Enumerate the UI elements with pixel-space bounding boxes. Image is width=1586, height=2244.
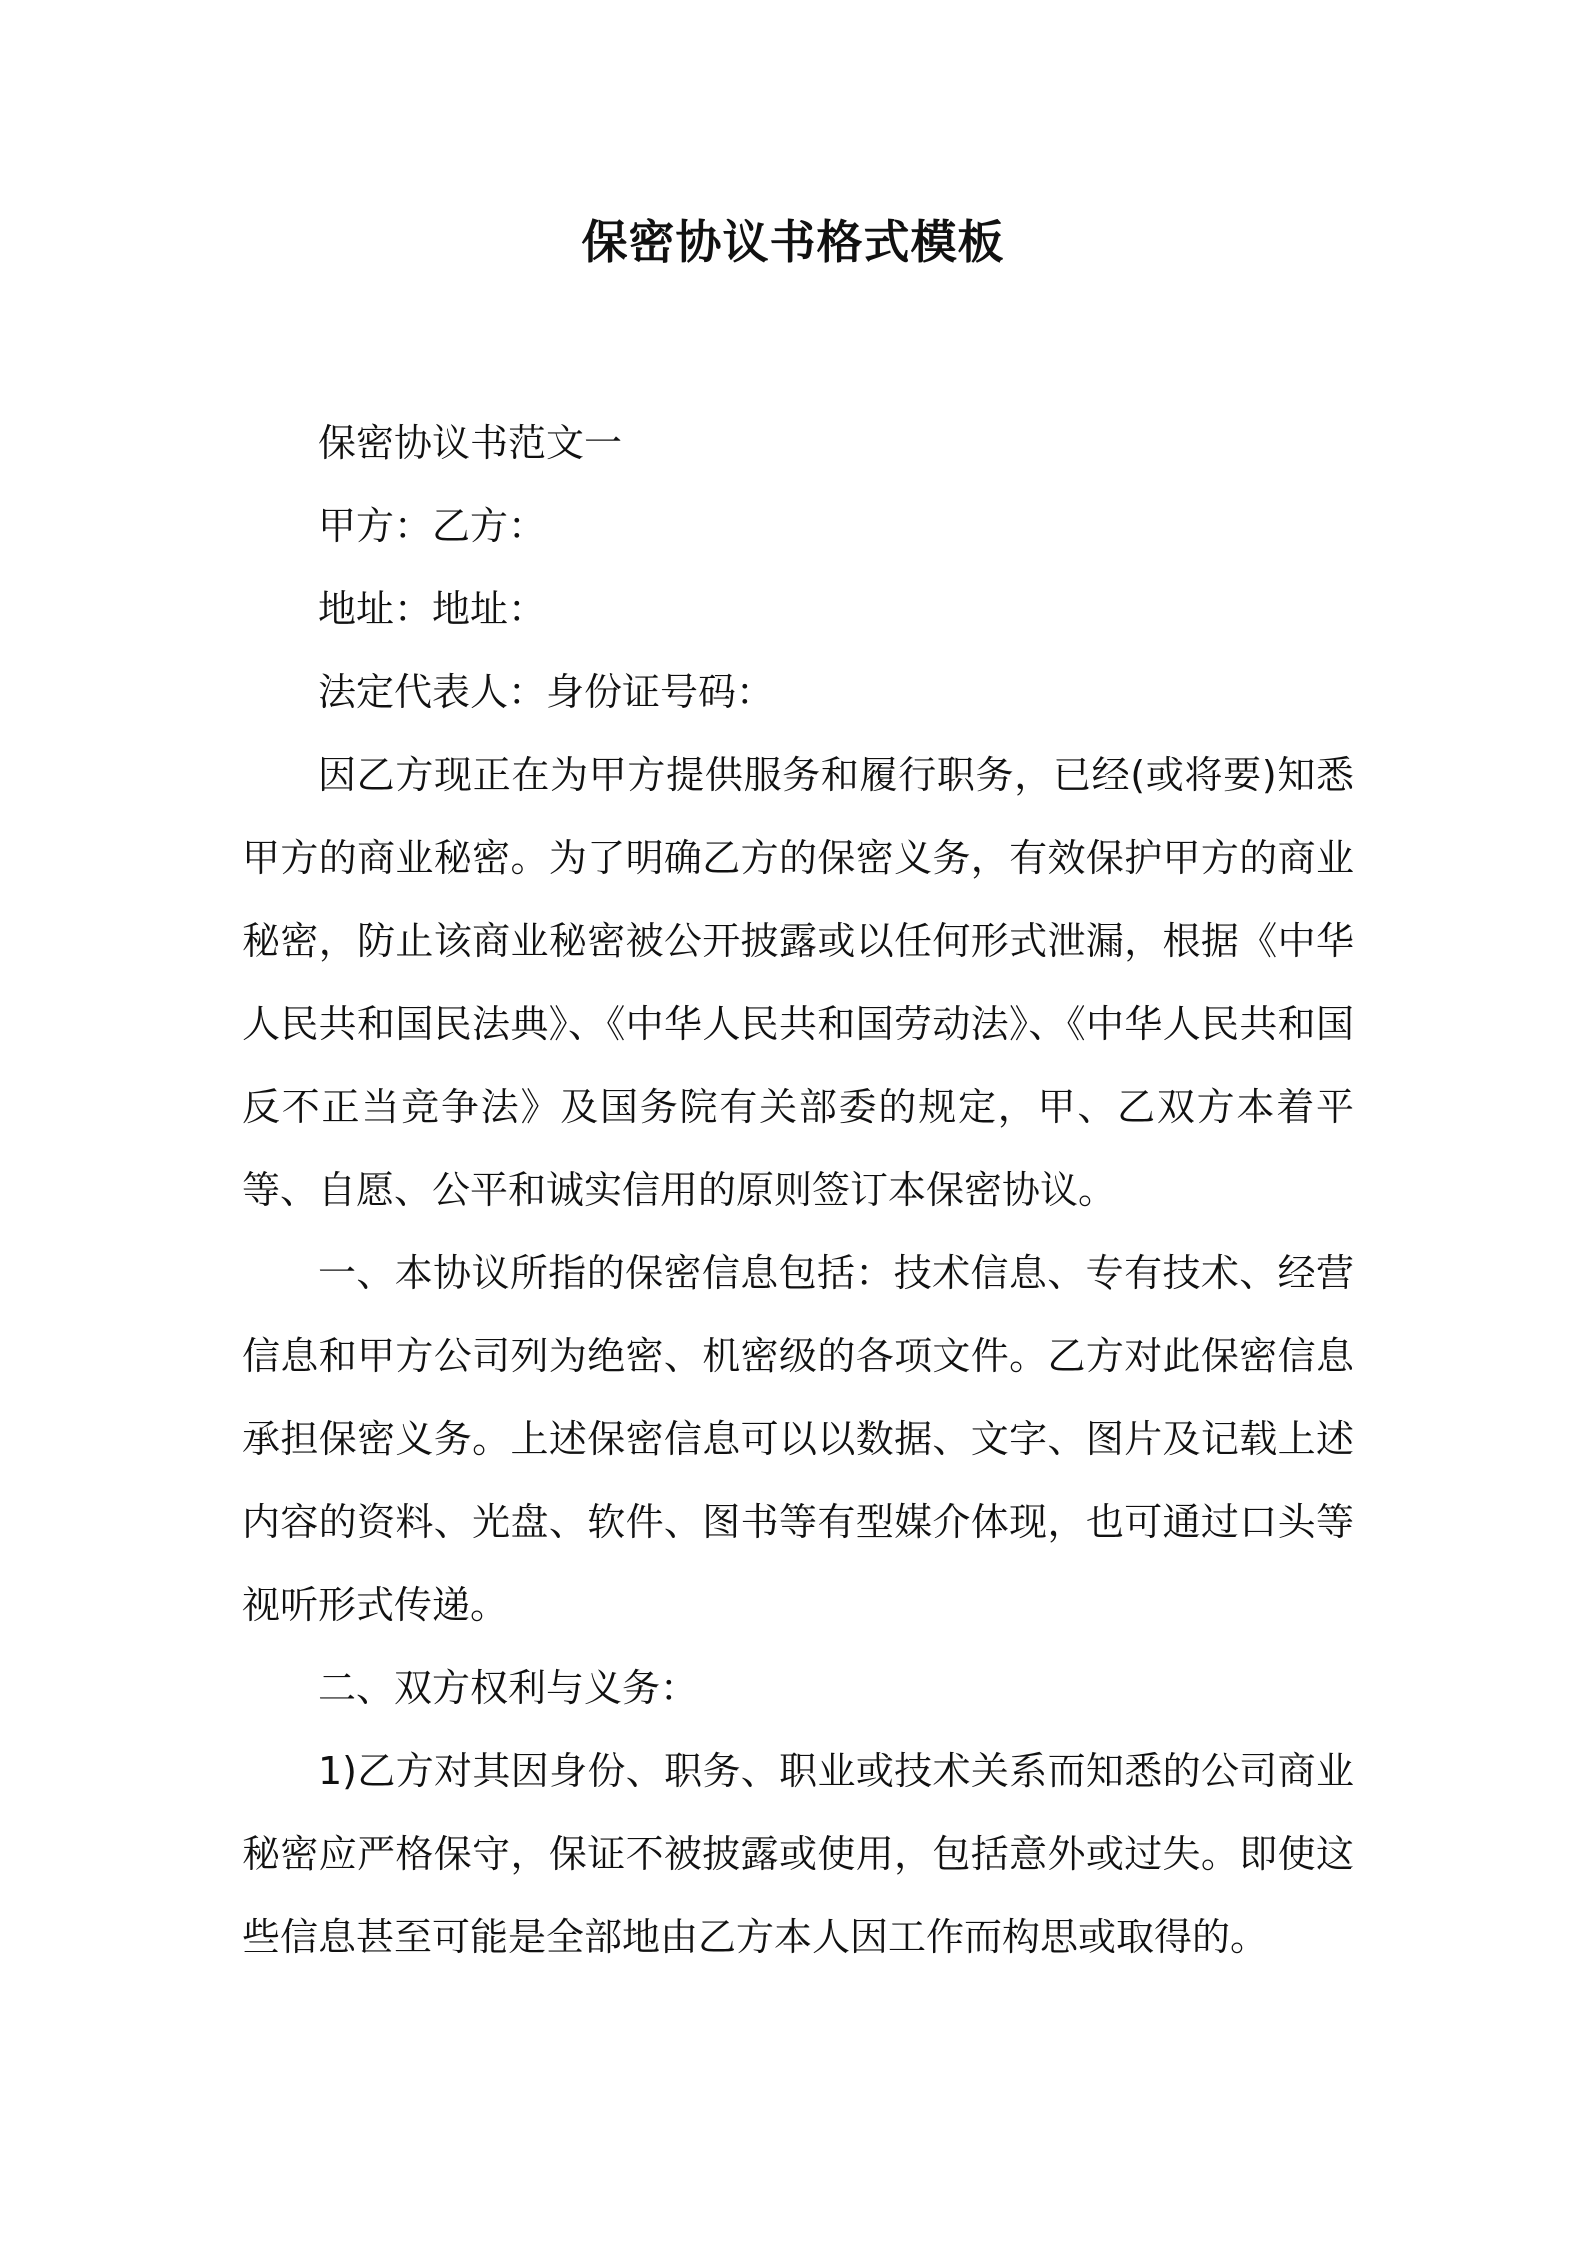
party-line: 甲方：乙方：	[318, 504, 547, 548]
clause-2-item-1-paragraph: 1)乙方对其因身份、职务、职业或技术关系而知悉的公司商业秘密应严格保守，保证不被披露或使用，包括意外或过失。即使这些信息甚至可能是全部地由乙方本人因工作而构思或取得的。	[242, 1749, 1354, 1959]
document-body	[242, 402, 1354, 1979]
representative-line: 法定代表人：身份证号码：	[318, 670, 775, 714]
clause-1-paragraph: 一、本协议所指的保密信息包括：技术信息、专有技术、经营信息和甲方公司列为绝密、机密级的各项文件。乙方对此保密信息承担保密义务。上述保密信息可以以数据、文字、图片及记载上述内容的资料、光盘、软件、图书等有型媒介体现，也可通过口头等视听形式传递。	[242, 1251, 1354, 1627]
preamble-paragraph: 因乙方现正在为甲方提供服务和履行职务，已经(或将要)知悉甲方的商业秘密。为了明确乙方的保密义务，有效保护甲方的商业秘密，防止该商业秘密被公开披露或以任何形式泄漏，根据《中华人民共和国民法典》、《中华人民共和国劳动法》、《中华人民共和国反不正当竞争法》及国务院有关部委的规定，甲、乙双方本着平等、自愿、公平和诚实信用的原则签订本保密协议。	[242, 753, 1354, 1212]
clause-2-heading: 二、双方权利与义务：	[318, 1666, 699, 1710]
address-line: 地址：地址：	[318, 587, 547, 631]
sample-heading: 保密协议书范文一	[318, 421, 623, 465]
document-title: 保密协议书格式模板	[581, 215, 1005, 269]
